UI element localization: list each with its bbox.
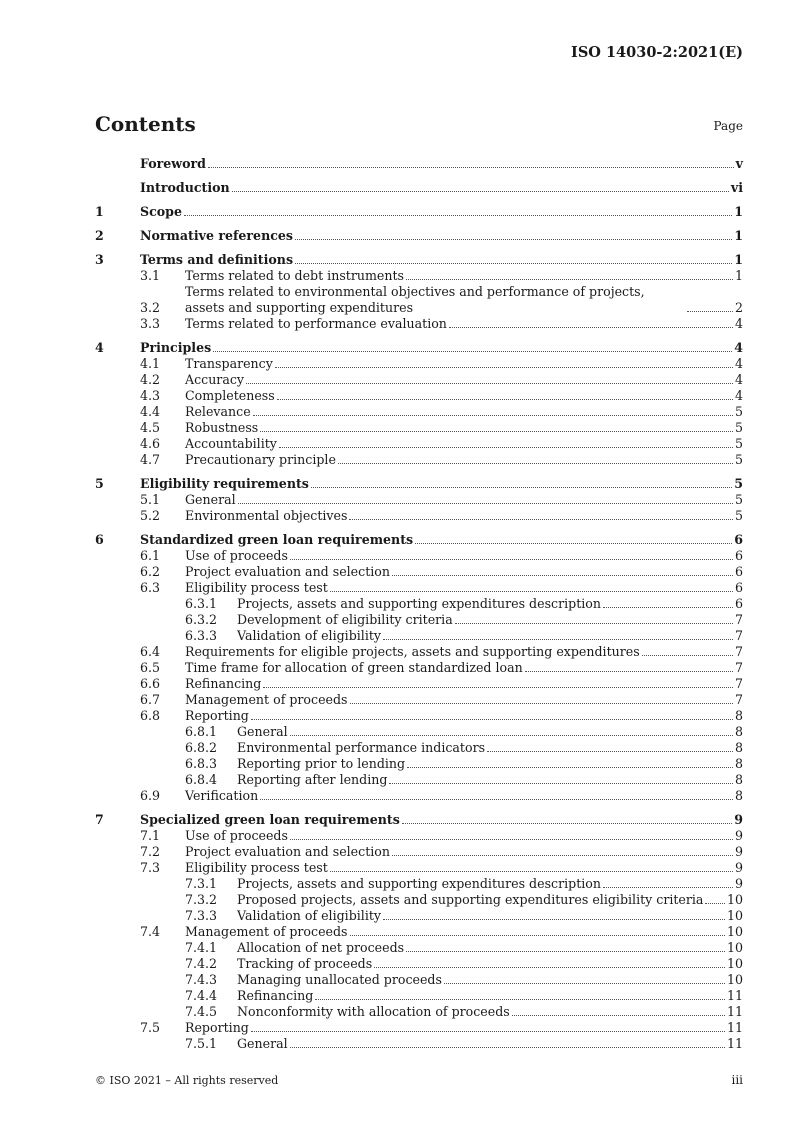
toc-entry-number: 3.2 (140, 300, 161, 315)
toc-entry[interactable] (95, 156, 743, 172)
dot-leader (208, 166, 734, 168)
toc-entry[interactable] (95, 564, 743, 580)
toc-entry[interactable] (95, 596, 743, 612)
toc-entry-number: 5.2 (140, 508, 161, 523)
toc-entry[interactable] (95, 924, 743, 940)
toc-entry-number: 7.4.4 (185, 988, 218, 1003)
toc-entry-page: 9 (734, 876, 743, 891)
toc-entry-title: Eligibility process test (185, 580, 328, 595)
toc-entry[interactable] (95, 228, 743, 244)
toc-entry-page: 5 (734, 476, 743, 491)
dot-leader (350, 934, 725, 936)
toc-entry-title: Accuracy (185, 372, 245, 387)
dot-leader (449, 326, 733, 328)
toc-entry-title: Standardized green loan requirements (140, 532, 414, 547)
toc-entry-page: 4 (734, 356, 743, 371)
toc-entry-page: 9 (734, 844, 743, 859)
dot-leader (389, 782, 733, 784)
dot-leader (295, 262, 732, 264)
toc-entry[interactable] (95, 788, 743, 804)
dot-leader (330, 870, 733, 872)
toc-entry-number: 6.3.2 (185, 612, 218, 627)
toc-entry[interactable] (95, 908, 743, 924)
toc-entry[interactable] (95, 420, 743, 436)
dot-leader (277, 398, 733, 400)
dot-leader (525, 670, 733, 672)
toc-entry-number: 6.7 (140, 692, 161, 707)
toc-entry-title: Development of eligibility criteria (237, 612, 453, 627)
toc-entry-title: Project evaluation and selection (185, 564, 390, 579)
toc-entry-number: 1 (95, 204, 104, 219)
toc-entry-page: 5 (734, 404, 743, 419)
toc-entry-number: 4.5 (140, 420, 161, 435)
toc-entry-title: Refinancing (185, 676, 262, 691)
toc-entry-page: 8 (734, 772, 743, 787)
toc-entry-title: Requirements for eligible projects, assets and supporting expenditures (185, 644, 640, 659)
toc-entry-number: 6.4 (140, 644, 161, 659)
dot-leader (213, 350, 732, 352)
dot-leader (246, 382, 733, 384)
dot-leader (402, 822, 732, 824)
toc-entry-number: 7.5.1 (185, 1036, 218, 1051)
page-column-label: Page (713, 119, 743, 133)
toc-entry-title: Normative references (140, 228, 294, 243)
toc-entry[interactable] (95, 644, 743, 660)
toc-entry-page: 5 (734, 436, 743, 451)
toc-entry-page: 5 (734, 420, 743, 435)
toc-entry-page: 5 (734, 452, 743, 467)
dot-leader (290, 558, 733, 560)
toc-entry[interactable] (95, 956, 743, 972)
dot-leader (315, 998, 725, 1000)
dot-leader (330, 590, 733, 592)
toc-entry[interactable] (95, 892, 743, 908)
toc-entry[interactable] (95, 548, 743, 564)
toc-entry-page: 6 (734, 532, 743, 547)
toc-entry-title: Validation of eligibility (237, 908, 382, 923)
toc-entry-number: 6.9 (140, 788, 161, 803)
toc-entry-title: Terms and definitions (140, 252, 294, 267)
toc-entry-page: 10 (726, 956, 743, 971)
toc-entry[interactable] (95, 492, 743, 508)
toc-entry-page: 9 (734, 860, 743, 875)
toc-entry-number: 4.3 (140, 388, 161, 403)
toc-entry-number: 7.4 (140, 924, 161, 939)
toc-entry-number: 6.8 (140, 708, 161, 723)
toc-entry-title: Robustness (185, 420, 259, 435)
toc-entry-page: 6 (734, 596, 743, 611)
dot-leader (603, 886, 733, 888)
toc-entry[interactable] (95, 508, 743, 524)
toc-entry[interactable] (95, 988, 743, 1004)
toc-entry-number: 6.5 (140, 660, 161, 675)
dot-leader (184, 214, 732, 216)
toc-entry-page: 4 (734, 388, 743, 403)
dot-leader (392, 854, 733, 856)
toc-entry-title: Proposed projects, assets and supporting expenditures eligibility criteria (237, 892, 704, 907)
toc-entry-title: Projects, assets and supporting expenditures description (237, 876, 601, 891)
toc-entry-title: Completeness (185, 388, 275, 403)
dot-leader (260, 430, 733, 432)
dot-leader (253, 414, 733, 416)
toc-entry-title: Specialized green loan requirements (140, 812, 400, 827)
toc-entry-number: 6.3.3 (185, 628, 218, 643)
toc-entry-page: 1 (734, 228, 743, 243)
toc-entry-page: 7 (734, 644, 743, 659)
toc-entry-title: Use of proceeds (185, 828, 288, 843)
dot-leader (406, 278, 733, 280)
dot-leader (444, 982, 725, 984)
toc-entry-title: Allocation of net proceeds (237, 940, 405, 955)
toc-entry-title: Projects, assets and supporting expenditures description (237, 596, 601, 611)
toc-entry-title: Eligibility process test (185, 860, 328, 875)
toc-entry-title: Tracking of proceeds (237, 956, 373, 971)
toc-entry-number: 7.4.2 (185, 956, 218, 971)
toc-entry-number: 6.8.4 (185, 772, 218, 787)
toc-entry[interactable] (95, 316, 743, 332)
toc-entry-title: Eligibility requirements (140, 476, 309, 491)
toc-entry-title: Introduction (140, 180, 230, 195)
toc-entry[interactable] (95, 204, 743, 220)
toc-entry-page: 9 (734, 828, 743, 843)
toc-entry-number: 4.1 (140, 356, 161, 371)
toc-entry[interactable] (95, 940, 743, 956)
toc-entry[interactable] (95, 812, 743, 828)
dot-leader (260, 798, 733, 800)
toc-entry-page: 7 (734, 692, 743, 707)
toc-entry-title: Nonconformity with allocation of proceeds (237, 1004, 510, 1019)
toc-entry[interactable] (95, 612, 743, 628)
dot-leader (406, 950, 725, 952)
toc-entry-number: 3.1 (140, 268, 161, 283)
dot-leader (487, 750, 733, 752)
toc-entry-page: 10 (726, 924, 743, 939)
toc-entry-page: 7 (734, 628, 743, 643)
toc-entry-title: Terms related to debt instruments (185, 268, 405, 283)
toc-entry[interactable] (95, 1004, 743, 1020)
footer-copyright: © ISO 2021 – All rights reserved (95, 1074, 279, 1087)
dot-leader (512, 1014, 725, 1016)
toc-entry-title: Project evaluation and selection (185, 844, 390, 859)
dot-leader (603, 606, 733, 608)
toc-entry-number: 7.3 (140, 860, 161, 875)
toc-entry[interactable] (95, 372, 743, 388)
toc-entry-title: Use of proceeds (185, 548, 288, 563)
toc-entry-title: Terms related to performance evaluation (185, 316, 447, 331)
toc-entry-title: Foreword (140, 156, 206, 171)
toc-entry-number: 6.2 (140, 564, 161, 579)
toc-entry[interactable] (95, 724, 743, 740)
toc-entry-title: Verification (185, 788, 259, 803)
toc-entry-title: Terms related to environmental objectives and performance of projects, assets and supporting expenditures (185, 284, 645, 315)
dot-leader (383, 918, 725, 920)
toc-entry[interactable] (95, 1020, 743, 1036)
toc-entry-page: vi (730, 180, 743, 195)
toc-entry-title: Accountability (185, 436, 277, 451)
toc-entry-number: 3 (95, 252, 104, 267)
toc-entry[interactable] (95, 772, 743, 788)
toc-entry-title: Precautionary principle (185, 452, 336, 467)
toc-entry-title: Refinancing (237, 988, 314, 1003)
toc-entry-title: Reporting after lending (237, 772, 388, 787)
toc-entry[interactable] (95, 252, 743, 268)
toc-entry-number: 6.8.2 (185, 740, 218, 755)
toc-entry-number: 7.4.3 (185, 972, 218, 987)
dot-leader (338, 462, 733, 464)
dot-leader (642, 654, 733, 656)
toc-entry-page: 4 (734, 372, 743, 387)
toc-entry-number: 4.6 (140, 436, 161, 451)
toc-entry[interactable] (95, 972, 743, 988)
toc-entry-page: 1 (734, 204, 743, 219)
dot-leader (350, 702, 733, 704)
toc-entry[interactable] (95, 180, 743, 196)
toc-entry[interactable] (95, 388, 743, 404)
toc-entry-page: 1 (734, 252, 743, 267)
toc-entry-title: General (185, 492, 236, 507)
toc-entry-number: 7.3.2 (185, 892, 218, 907)
toc-entry-page: 10 (726, 972, 743, 987)
toc-entry-title: Time frame for allocation of green standardized loan (185, 660, 523, 675)
toc-entry-title: Reporting (185, 1020, 249, 1035)
dot-leader (290, 1046, 725, 1048)
toc-entry[interactable] (95, 356, 743, 372)
toc-entry-title: Validation of eligibility (237, 628, 382, 643)
dot-leader (275, 366, 733, 368)
toc-entry-number: 6.8.3 (185, 756, 218, 771)
toc-entry-number: 5 (95, 476, 104, 491)
toc-entry[interactable] (95, 740, 743, 756)
toc-entry-title: Reporting (185, 708, 249, 723)
toc-entry-number: 6.8.1 (185, 724, 218, 739)
toc-entry-page: 7 (734, 660, 743, 675)
dot-leader (392, 574, 733, 576)
toc-entry-number: 2 (95, 228, 104, 243)
toc-entry-page: 6 (734, 548, 743, 563)
dot-leader (455, 622, 733, 624)
dot-leader (251, 718, 733, 720)
toc-entry-page: 6 (734, 580, 743, 595)
toc-entry-page: 9 (734, 812, 743, 827)
dot-leader (295, 238, 732, 240)
toc-entry-title: Environmental objectives (185, 508, 348, 523)
toc-entry-number: 7.5 (140, 1020, 161, 1035)
toc-entry-page: 4 (734, 316, 743, 331)
toc-entry-page: 8 (734, 724, 743, 739)
toc-entry-page: 11 (726, 988, 743, 1003)
toc-entry[interactable] (95, 844, 743, 860)
dot-leader (263, 686, 733, 688)
dot-leader (705, 902, 725, 904)
toc-entry[interactable] (95, 284, 743, 316)
toc-entry-number: 6.1 (140, 548, 161, 563)
toc-entry-page: 11 (726, 1004, 743, 1019)
toc-entry-title: Management of proceeds (185, 924, 348, 939)
toc-entry-title: General (237, 724, 288, 739)
toc-entry-number: 7.3.3 (185, 908, 218, 923)
toc-entry[interactable] (95, 452, 743, 468)
toc-entry-page: 8 (734, 756, 743, 771)
dot-leader (279, 446, 733, 448)
dot-leader (290, 838, 733, 840)
toc-entry[interactable] (95, 532, 743, 548)
toc-entry-title: Scope (140, 204, 182, 219)
toc-entry-page: 2 (734, 300, 743, 315)
dot-leader (311, 486, 732, 488)
toc-entry[interactable] (95, 340, 743, 356)
toc-entry-page: 10 (726, 940, 743, 955)
toc-entry-number: 7.4.1 (185, 940, 218, 955)
toc-entry-page: 8 (734, 708, 743, 723)
toc-entry-number: 7.1 (140, 828, 161, 843)
toc-entry-page: 7 (734, 612, 743, 627)
dot-leader (687, 310, 733, 312)
dot-leader (383, 638, 733, 640)
toc-entry-title: Transparency (185, 356, 273, 371)
toc-entry-number: 5.1 (140, 492, 161, 507)
toc-entry-number: 7.4.5 (185, 1004, 218, 1019)
toc-entry-number: 6.3.1 (185, 596, 218, 611)
toc-entry-number: 4 (95, 340, 104, 355)
toc-entry[interactable] (95, 828, 743, 844)
toc-entry-page: 5 (734, 492, 743, 507)
toc-entry-page: 7 (734, 676, 743, 691)
toc-entry[interactable] (95, 692, 743, 708)
dot-leader (349, 518, 733, 520)
toc-entry-title: Management of proceeds (185, 692, 348, 707)
toc-entry-number: 6.6 (140, 676, 161, 691)
page-title: Contents (95, 112, 196, 136)
footer-page-number: iii (731, 1073, 743, 1087)
toc-entry-number: 4.7 (140, 452, 161, 467)
toc-entry-number: 7.2 (140, 844, 161, 859)
toc-entry-page: 5 (734, 508, 743, 523)
dot-leader (251, 1030, 725, 1032)
toc-entry[interactable] (95, 404, 743, 420)
toc-entry-page: 1 (734, 268, 743, 283)
toc-entry[interactable] (95, 628, 743, 644)
toc-entry-page: 8 (734, 788, 743, 803)
toc-entry[interactable] (95, 436, 743, 452)
toc-entry-page: 10 (726, 892, 743, 907)
standard-id: ISO 14030-2:2021(E) (571, 44, 743, 61)
toc-entry-page: v (735, 156, 743, 171)
dot-leader (232, 190, 729, 192)
toc-entry[interactable] (95, 676, 743, 692)
toc-entry-page: 10 (726, 908, 743, 923)
toc-entry[interactable] (95, 1036, 743, 1052)
toc-entry-title: Reporting prior to lending (237, 756, 406, 771)
toc-entry-number: 4.4 (140, 404, 161, 419)
toc-entry-title: Managing unallocated proceeds (237, 972, 442, 987)
toc-entry[interactable] (95, 756, 743, 772)
dot-leader (238, 502, 733, 504)
toc-entry-page: 6 (734, 564, 743, 579)
toc-entry-title: Environmental performance indicators (237, 740, 486, 755)
toc-entry[interactable] (95, 476, 743, 492)
toc-entry-title: Relevance (185, 404, 251, 419)
toc-entry-number: 7.3.1 (185, 876, 218, 891)
dot-leader (290, 734, 733, 736)
dot-leader (407, 766, 733, 768)
dot-leader (374, 966, 725, 968)
toc-entry-number: 6.3 (140, 580, 161, 595)
toc-entry-title: Principles (140, 340, 212, 355)
toc-entry-page: 8 (734, 740, 743, 755)
toc-entry[interactable] (95, 580, 743, 596)
table-of-contents (95, 156, 743, 1052)
toc-entry-number: 7 (95, 812, 104, 827)
toc-entry-page: 4 (734, 340, 743, 355)
toc-entry[interactable] (95, 708, 743, 724)
toc-entry[interactable] (95, 268, 743, 284)
toc-entry-number: 6 (95, 532, 104, 547)
toc-entry-title: General (237, 1036, 288, 1051)
toc-entry-page: 11 (726, 1020, 743, 1035)
toc-entry[interactable] (95, 660, 743, 676)
toc-entry-number: 3.3 (140, 316, 161, 331)
toc-entry-number: 4.2 (140, 372, 161, 387)
dot-leader (415, 542, 732, 544)
toc-entry[interactable] (95, 860, 743, 876)
toc-entry-page: 11 (726, 1036, 743, 1051)
toc-entry[interactable] (95, 876, 743, 892)
